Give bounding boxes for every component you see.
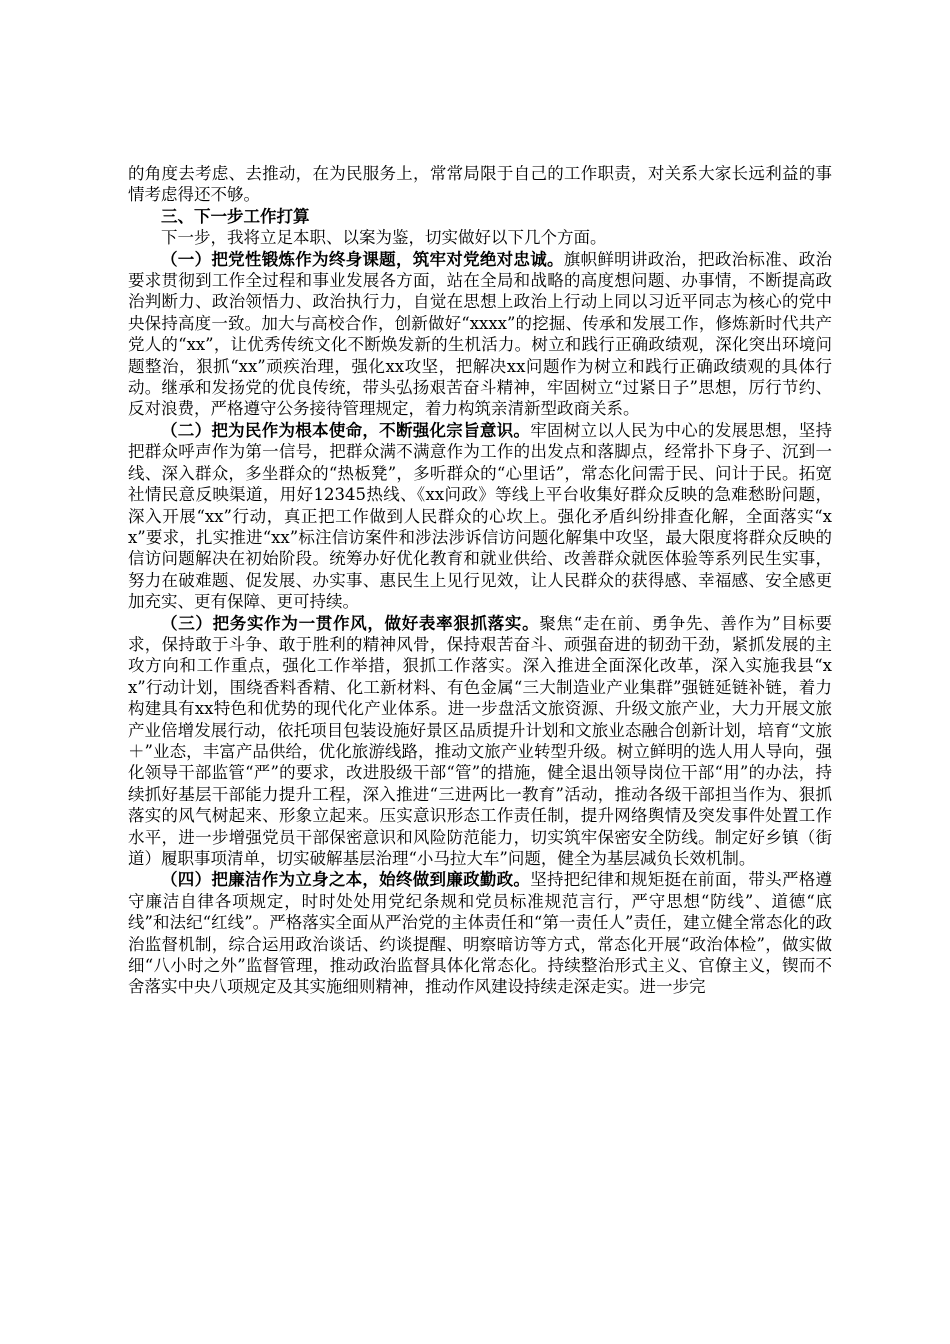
intro-paragraph: 的角度去考虑、去推动，在为民服务上，常常局限于自己的工作职责，对关系大家长远利益的事情考虑得还不够。 <box>128 164 832 205</box>
item-paragraph-3 <box>128 613 832 870</box>
item-lead-2: （二）把为民作为根本使命，不断强化宗旨意识。 <box>161 420 531 440</box>
item-lead-4: （四）把廉洁作为立身之本，始终做到廉政勤政。 <box>161 870 531 890</box>
item-lead-1: （一）把党性锻炼作为终身课题，筑牢对党绝对忠诚。 <box>161 249 564 269</box>
item-lead-3: （三）把务实作为一贯作风，做好表率狠抓落实。 <box>161 613 540 633</box>
item-body-2: 牢固树立以人民为中心的发展思想，坚持把群众呼声作为第一信号，把群众满不满意作为工作的出发点和落脚点，经常扑下身子、沉到一线、深入群众，多坐群众的“热板凳”，多听群众的“心里话”，常态化问需于民、问计于民。拓宽社情民意反映渠道，用好12345热线、《xx问政》等线上平台收集好群众反映的急难愁盼问题，深入开展“xx”行动，真正把工作做到人民群众的心坎上。强化矛盾纠纷排查化解，全面落实“xx”要求，扎实推进“xx”标注信访案件和涉法涉诉信访问题化解集中攻坚，最大限度将群众反映的信访问题解决在初始阶段。统筹办好优化教育和就业供给、改善群众就医体验等系列民生实事，努力在破难题、促发展、办实事、惠民生上见行见效，让人民群众的获得感、幸福感、安全感更加充实、更有保障、更可持续。 <box>128 420 833 612</box>
item-paragraph-1 <box>128 249 832 420</box>
section-heading: 三、下一步工作打算 <box>161 206 310 226</box>
item-body-3: 聚焦“走在前、勇争先、善作为”目标要求，保持敢于斗争、敢于胜利的精神风骨，保持艰苦奋斗、顽强奋进的韧劲干劲，紧抓发展的主攻方向和工作重点，强化工作举措，狠抓工作落实。深入推进全面深化改革，深入实施我县“xx”行动计划，围绕香料香精、化工新材料、有色金属“三大制造业产业集群”强链延链补链，着力构建具有xx特色和优势的现代化产业体系。进一步盘活文旅资源、升级文旅产业，大力开展文旅产业倍增发展行动，依托项目包装设施好景区品质提升计划和文旅业态融合创新计划，培育“文旅＋”业态，丰富产品供给，优化旅游线路，推动文旅产业转型升级。树立鲜明的选人用人导向，强化领导干部监管“严”的要求，改进股级干部“管”的措施，健全退出领导岗位干部“用”的办法，持续抓好基层干部能力提升工程，深入推进“三进两比一教育”活动，推动各级干部担当作为、狠抓落实的风气树起来、形象立起来。压实意识形态工作责任制，提升网络舆情及突发事件处置工作水平，进一步增强党员干部保密意识和风险防范能力，切实筑牢保密安全防线。制定好乡镇（街道）履职事项清单，切实破解基层治理“小马拉大车”问题，健全为基层减负长效机制。 <box>128 613 833 868</box>
item-body-4: 坚持把纪律和规矩挺在前面，带头严格遵守廉洁自律各项规定，时时处处用党纪条规和党员标准规范言行，严守思想“防线”、道德“底线”和法纪“红线”。严格落实全面从严治党的主体责任和“第一责任人”责任，建立健全常态化的政治监督机制，综合运用政治谈话、约谈提醒、明察暗访等方式，常态化开展“政治体检”，做实做细“八小时之外”监督管理，推动政治监督具体化常态化。持续整治形式主义、官僚主义，锲而不舍落实中央八项规定及其实施细则精神，推动作风建设持续走深走实。进一步完 <box>128 870 833 997</box>
section-intro: 下一步，我将立足本职、以案为鉴，切实做好以下几个方面。 <box>161 228 607 248</box>
document-page <box>128 163 832 998</box>
item-paragraph-2 <box>128 420 832 613</box>
item-body-1: 旗帜鲜明讲政治，把政治标准、政治要求贯彻到工作全过程和事业发展各方面，站在全局和战略的高度想问题、办事情，不断提高政治判断力、政治领悟力、政治执行力，自觉在思想上政治上行动上同以习近平同志为核心的党中央保持高度一致。加大与高校合作，创新做好“xxxx”的挖掘、传承和发展工作，修炼新时代共产党人的“xx”，让优秀传统文化不断焕发新的生机活力。树立和践行正确政绩观，深化突出环境问题整治，狠抓“xx”顽疾治理，强化xx攻坚，把解决xx问题作为树立和践行正确政绩观的具体行动。继承和发扬党的优良传统，带头弘扬艰苦奋斗精神，牢固树立“过紧日子”思想，厉行节约、反对浪费，严格遵守公务接待管理规定，着力构筑亲清新型政商关系。 <box>128 249 833 419</box>
item-paragraph-4 <box>128 869 832 997</box>
